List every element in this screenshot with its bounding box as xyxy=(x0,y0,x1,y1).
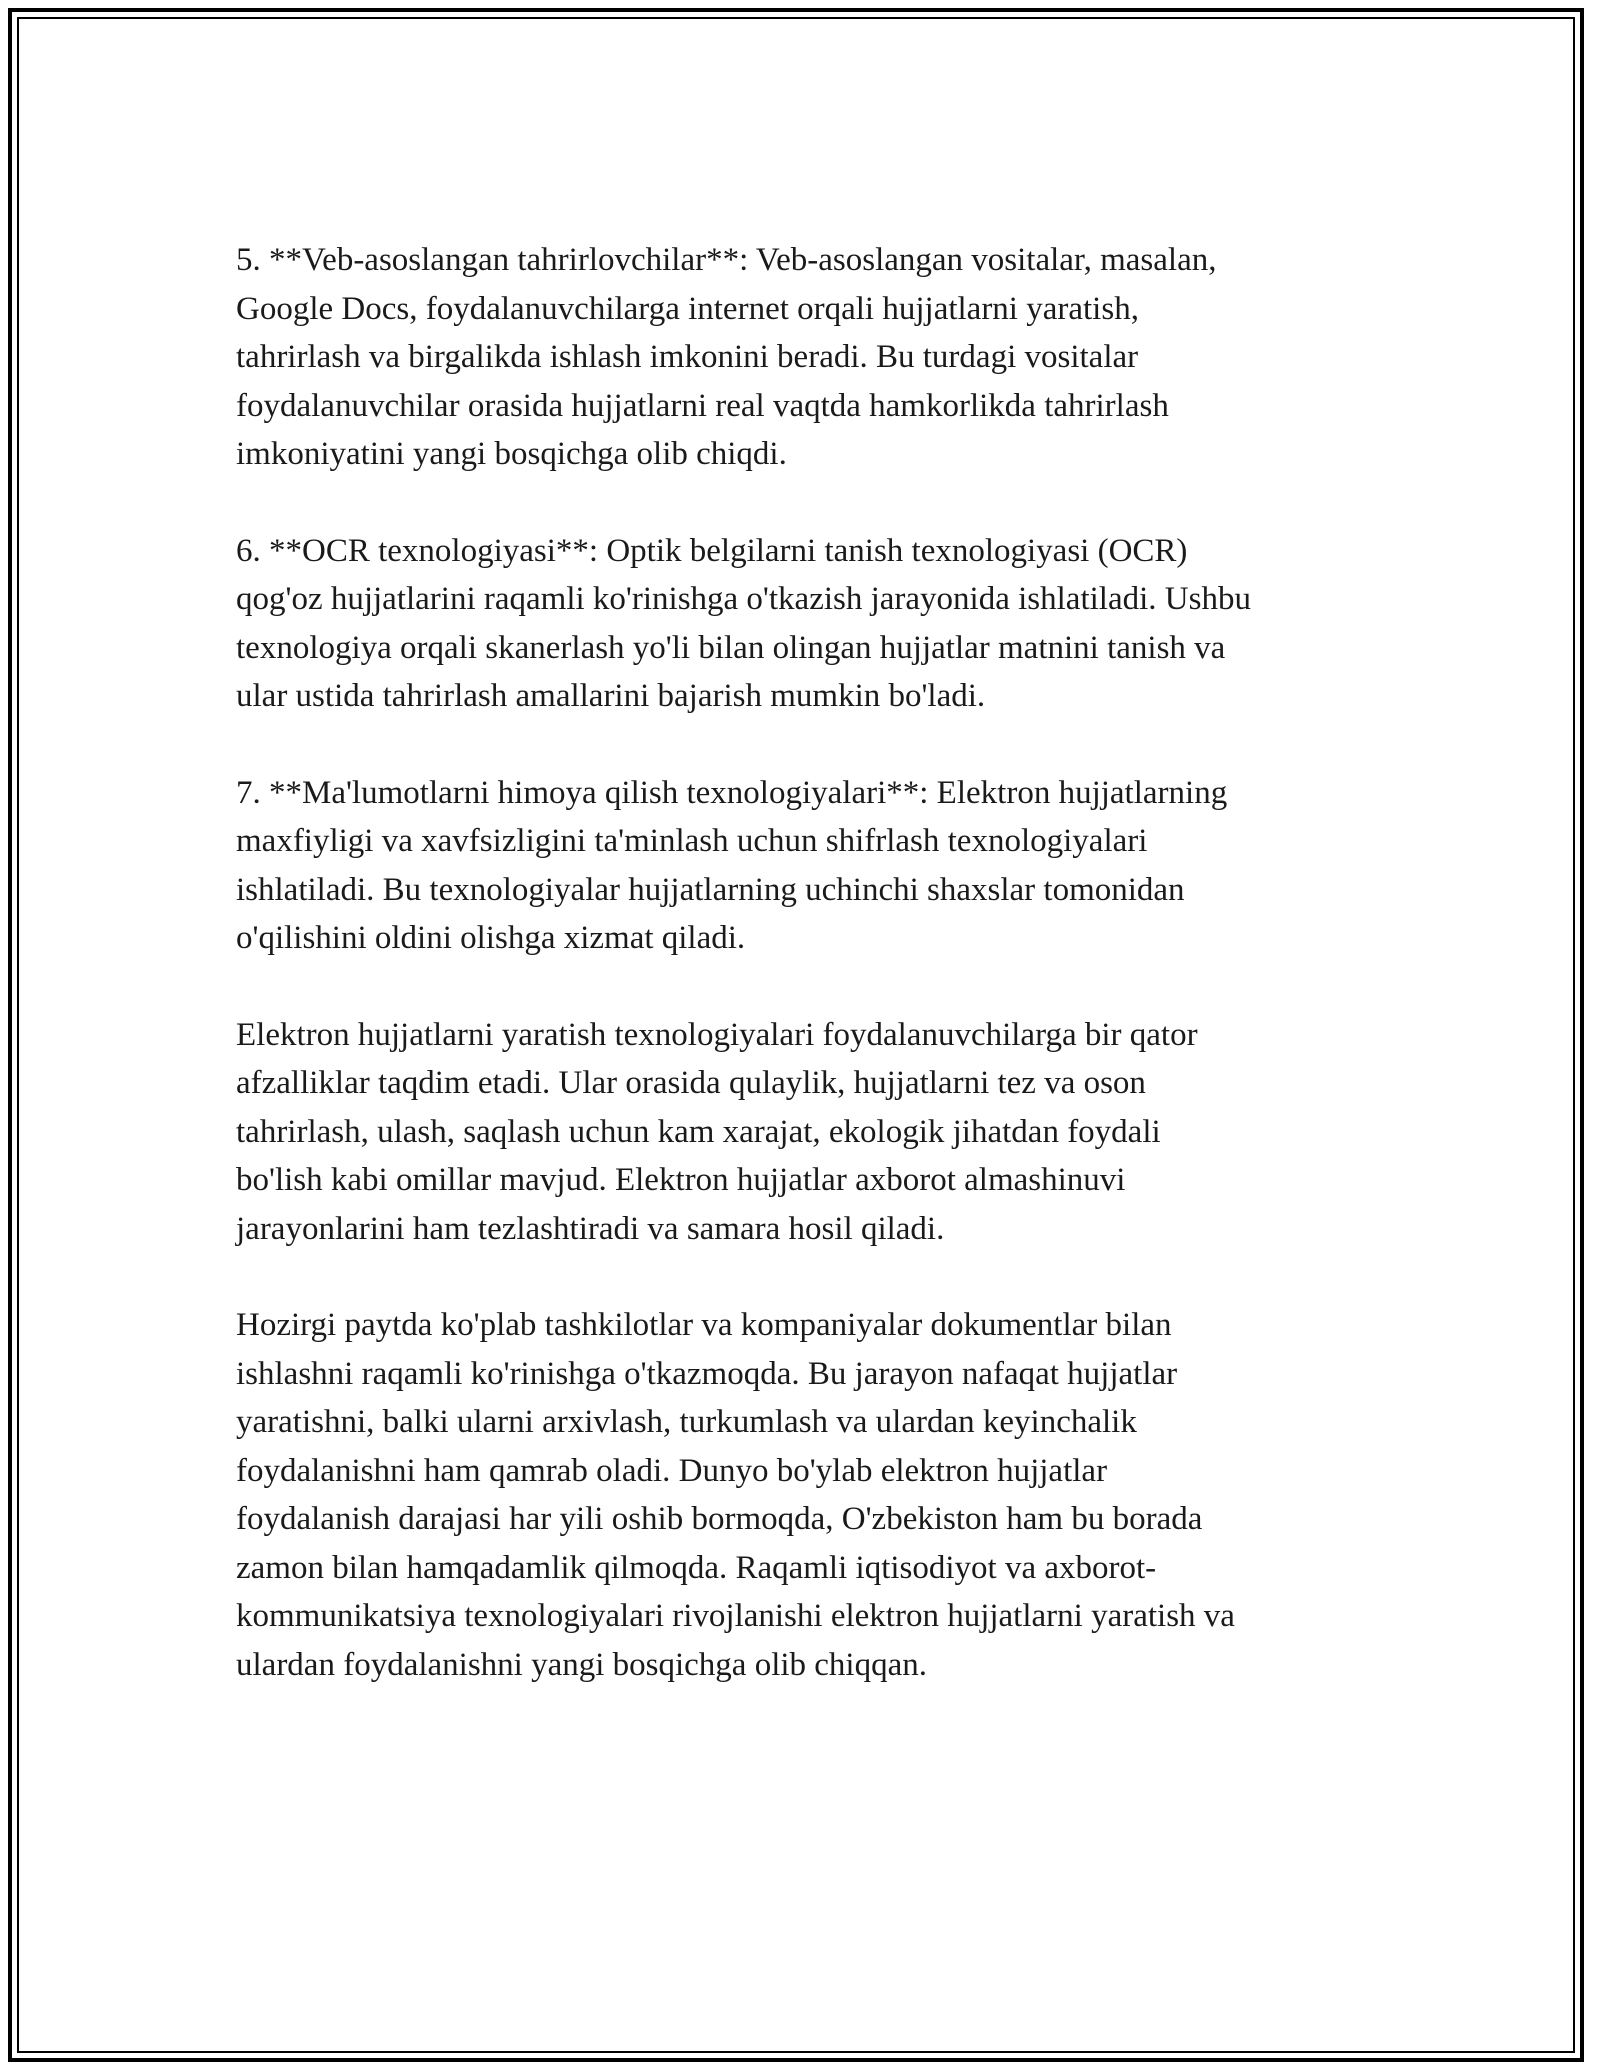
paragraph-current-state: Hozirgi paytda ko'plab tashkilotlar va kompaniyalar dokumentlar bilan ishlashni raqamli ko'rinishga o'tkazmoqda. Bu jarayon nafaqat hujjatlar yaratishni, balki ularni arxivlash, turkumlash va ulardan keyinchalik foydalanishni ham qamrab oladi. Dunyo bo'ylab elektron hujjatlar foydalanish darajasi har yili oshib bormoqda, O'zbekiston ham bu borada zamon bilan hamqadamlik qilmoqda. Raqamli iqtisodiyot va axborot- kommunikatsiya texnologiyalari rivojlanishi elektron hujjatlarni yaratish va ulardan foydalanishni yangi bosqichga olib chiqqan. xyxy=(236,1307,1235,1683)
paragraph-web-editors: 5. **Veb-asoslangan tahrirlovchilar**: Veb-asoslangan vositalar, masalan, Google Docs, foydalanuvchilarga internet orqali hujjatlarni yaratish, tahrirlash va birgalikda ishlash imkonini beradi. Bu turdagi vositalar foydalanuvchilar orasida hujjatlarni real vaqtda hamkorlikda tahrirlash imkoniyatini yangi bosqichga olib chiqdi. xyxy=(236,242,1217,472)
paragraph-advantages: Elektron hujjatlarni yaratish texnologiyalari foydalanuvchilarga bir qator afzalliklar taqdim etadi. Ular orasida qulaylik, hujjatlarni tez va oson tahrirlash, ulash, saqlash uchun kam xarajat, ekologik jihatdan foydali bo'lish kabi omillar mavjud. Elektron hujjatlar axborot almashinuvi jarayonlarini ham tezlashtiradi va samara hosil qiladi. xyxy=(236,1016,1198,1247)
paragraph-ocr-technology: 6. **OCR texnologiyasi**: Optik belgilarni tanish texnologiyasi (OCR) qog'oz hujjatlarini raqamli ko'rinishga o'tkazish jarayonida ishlatiladi. Ushbu texnologiya orqali skanerlash yo'li bilan olingan hujjatlar matnini tanish va ular ustida tahrirlash amallarini bajarish mumkin bo'ladi. xyxy=(236,532,1251,714)
paragraph-data-protection: 7. **Ma'lumotlarni himoya qilish texnologiyalari**: Elektron hujjatlarning maxfiyligi va xavfsizligini ta'minlash uchun shifrlash texnologiyalari ishlatiladi. Bu texnologiyalar hujjatlarning uchinchi shaxslar tomonidan o'qilishini oldini olishga xizmat qiladi. xyxy=(236,774,1228,956)
document-body xyxy=(236,236,1386,1737)
